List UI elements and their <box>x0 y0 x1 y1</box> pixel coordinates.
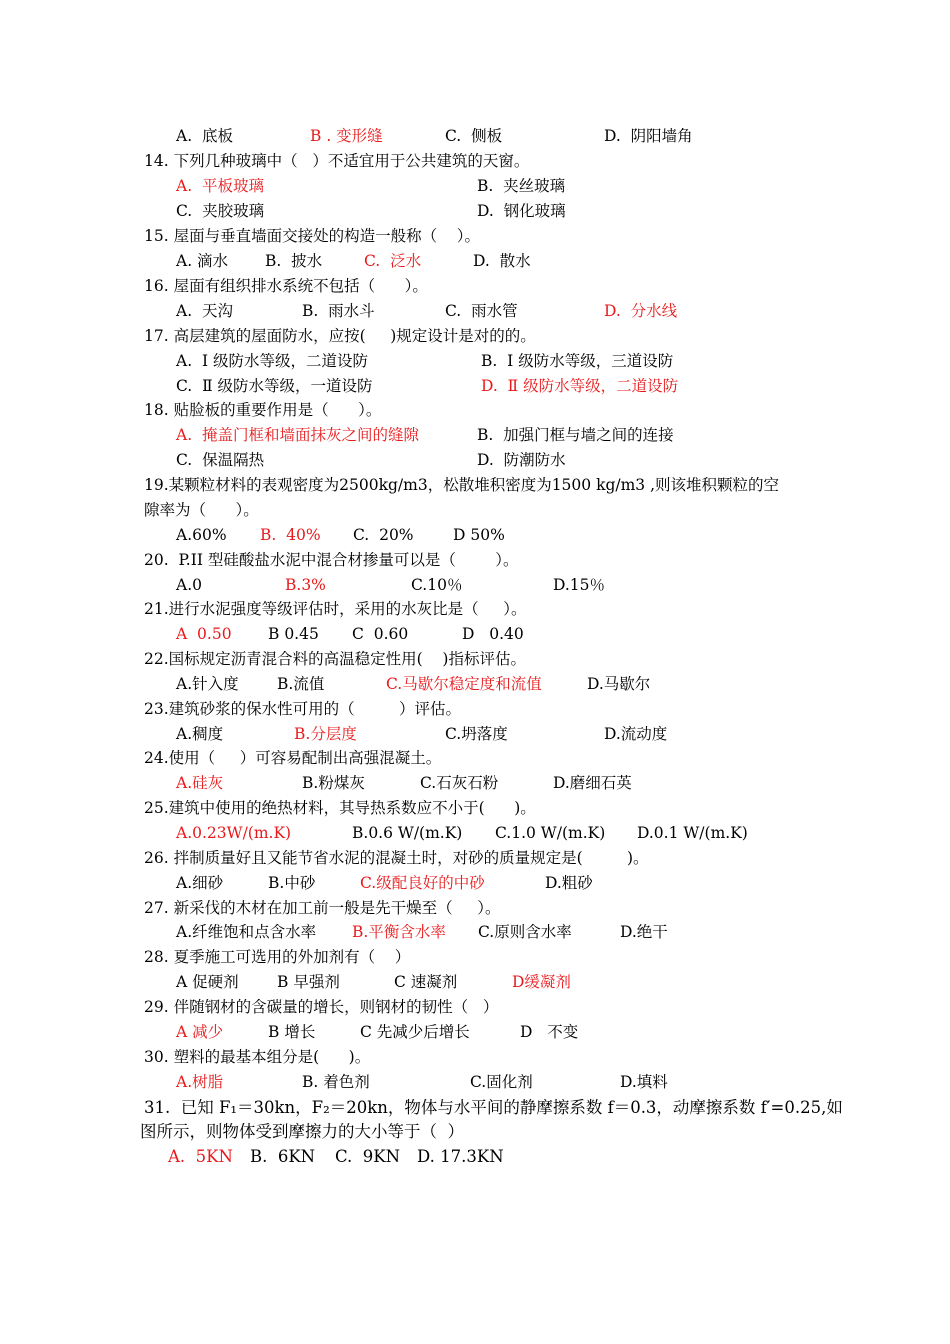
q16-option-c: C. 雨水管 <box>445 302 518 320</box>
q19-stem-line1 <box>0 473 780 497</box>
q31-options <box>0 1145 504 1169</box>
q30-options <box>0 1070 668 1094</box>
q30-option-b: B. 着色剂 <box>302 1073 370 1091</box>
q29-option-a-answer: A 减少 <box>176 1023 224 1041</box>
q28-option-d-answer: D缓凝剂 <box>512 973 571 991</box>
q25-option-b: B.0.6 W/(m.K) <box>352 824 463 842</box>
q13-option-c: C. 侧板 <box>445 127 503 145</box>
q21-options <box>0 622 524 646</box>
q26-option-c-answer: C.级配良好的中砂 <box>360 874 485 892</box>
q23-option-b-answer: B.分层度 <box>294 725 357 743</box>
q28-option-c: C 速凝剂 <box>394 973 458 991</box>
q23-option-d: D.流动度 <box>604 725 668 743</box>
q22-stem <box>0 647 526 671</box>
question-text: 16. 屋面有组织排水系统不包括（ ）。 <box>144 277 428 295</box>
q24-option-a-answer: A.硅灰 <box>176 774 224 792</box>
question-text: 18. 贴脸板的重要作用是（ ）。 <box>144 401 382 419</box>
q18-option-b: B. 加强门框与墙之间的连接 <box>477 426 674 444</box>
q17-options-row1 <box>0 349 674 373</box>
q29-option-b: B 增长 <box>268 1023 316 1041</box>
question-text: 17. 高层建筑的屋面防水，应按( )规定设计是对的的。 <box>144 327 536 345</box>
q13-option-a: A. 底板 <box>176 127 233 145</box>
q13-options <box>0 124 693 148</box>
q21-option-d: D 0.40 <box>462 625 524 643</box>
q31-option-d: D. 17.3KN <box>417 1147 504 1166</box>
q29-option-d: D 不变 <box>520 1023 579 1041</box>
q18-option-a-answer: A. 掩盖门框和墙面抹灰之间的缝隙 <box>176 426 419 444</box>
q24-options <box>0 771 632 795</box>
q20-option-b-answer: B.3% <box>285 576 326 594</box>
q19-options <box>0 523 505 547</box>
q29-stem <box>0 995 499 1019</box>
q18-options-row1 <box>0 423 674 447</box>
q17-stem <box>0 324 536 348</box>
q14-option-c: C. 夹胶玻璃 <box>176 202 265 220</box>
q27-option-a: A.纤维饱和点含水率 <box>176 923 317 941</box>
q21-option-c: C 0.60 <box>352 625 409 643</box>
question-text: 30. 塑料的最基本组分是( )。 <box>144 1048 371 1066</box>
q23-option-c: C.坍落度 <box>445 725 508 743</box>
q18-stem <box>0 398 382 422</box>
q22-options <box>0 672 651 696</box>
q14-options-row1 <box>0 174 566 198</box>
q13-option-b-answer: B . 变形缝 <box>310 127 383 145</box>
question-text: 23.建筑砂浆的保水性可用的（ ）评估。 <box>144 700 461 718</box>
q22-option-b: B.流值 <box>277 675 325 693</box>
q15-option-a: A. 滴水 <box>176 252 229 270</box>
q20-stem <box>0 548 519 572</box>
q20-option-c: C.10％ <box>411 576 463 594</box>
q28-option-b: B 早强剂 <box>277 973 340 991</box>
question-text: 19.某颗粒材料的表观密度为2500kg/m3，松散堆积密度为1500 kg/m3 ,则该堆积颗粒的空 <box>144 476 780 494</box>
q29-options <box>0 1020 579 1044</box>
question-text: 21.进行水泥强度等级评估时，采用的水灰比是（ ）。 <box>144 600 527 618</box>
q31-stem-line1 <box>0 1096 843 1120</box>
q25-option-d: D.0.1 W/(m.K) <box>637 824 748 842</box>
q24-stem <box>0 746 442 770</box>
q30-option-a-answer: A.树脂 <box>176 1073 224 1091</box>
question-text: 25.建筑中使用的绝热材料，其导热系数应不小于( )。 <box>144 799 536 817</box>
q21-option-b: B 0.45 <box>268 625 319 643</box>
q16-stem <box>0 274 428 298</box>
q15-options <box>0 249 531 273</box>
q16-option-b: B. 雨水斗 <box>302 302 375 320</box>
q21-option-a-answer: A 0.50 <box>176 625 232 643</box>
q23-stem <box>0 697 461 721</box>
question-text: 31. 已知 F₁＝30kn，F₂＝20kn，物体与水平间的静摩擦系数 f＝0.3，动摩擦系数 f′=0.25,如 <box>144 1098 843 1117</box>
q14-option-b: B. 夹丝玻璃 <box>477 177 566 195</box>
q25-stem <box>0 796 536 820</box>
q27-option-c: C.原则含水率 <box>478 923 572 941</box>
question-text: 20. P.II 型硅酸盐水泥中混合材掺量可以是（ ）。 <box>144 551 519 569</box>
q14-option-d: D. 钢化玻璃 <box>477 202 566 220</box>
question-text: 22.国标规定沥青混合料的高温稳定性用( )指标评估。 <box>144 650 526 668</box>
q31-option-c: C. 9KN <box>335 1147 401 1166</box>
q27-option-b-answer: B.平衡含水率 <box>352 923 446 941</box>
q28-options <box>0 970 571 994</box>
q14-options-row2 <box>0 199 566 223</box>
q19-option-d: D 50% <box>453 526 505 544</box>
q24-option-d: D.磨细石英 <box>553 774 632 792</box>
q17-option-b: B. Ⅰ 级防水等级，三道设防 <box>481 352 674 370</box>
question-text: 27. 新采伐的木材在加工前一般是先干燥至（ ）。 <box>144 899 501 917</box>
question-text: 29. 伴随钢材的含碳量的增长，则钢材的韧性（ ） <box>144 998 499 1016</box>
q31-option-b: B. 6KN <box>250 1147 316 1166</box>
q30-option-d: D.填料 <box>620 1073 668 1091</box>
q23-option-a: A.稠度 <box>176 725 224 743</box>
q18-options-row2 <box>0 448 566 472</box>
q26-option-d: D.粗砂 <box>545 874 593 892</box>
q25-options <box>0 821 748 845</box>
q15-option-d: D. 散水 <box>473 252 531 270</box>
q24-option-c: C.石灰石粉 <box>420 774 499 792</box>
q30-stem <box>0 1045 371 1069</box>
q22-option-d: D.马歇尔 <box>587 675 651 693</box>
q19-option-b-answer: B. 40% <box>260 526 321 544</box>
q31-stem-line2 <box>0 1120 464 1144</box>
q13-option-d: D. 阴阳墙角 <box>604 127 693 145</box>
question-text: 14. 下列几种玻璃中（ ）不适宜用于公共建筑的天窗。 <box>144 152 530 170</box>
question-text: 24.使用（ ）可容易配制出高强混凝土。 <box>144 749 442 767</box>
question-text-continued: 隙率为（ ）。 <box>144 501 259 519</box>
q28-stem <box>0 945 411 969</box>
q14-stem <box>0 149 530 173</box>
q29-option-c: C 先减少后增长 <box>360 1023 470 1041</box>
q20-options <box>0 573 606 597</box>
q25-option-a-answer: A.0.23W/(m.K) <box>176 824 292 842</box>
q16-option-d-answer: D. 分水线 <box>604 302 678 320</box>
q17-option-c: C. Ⅱ 级防水等级，一道设防 <box>176 377 373 395</box>
question-text: 26. 拌制质量好且又能节省水泥的混凝土时，对砂的质量规定是( )。 <box>144 849 649 867</box>
q26-options <box>0 871 593 895</box>
q17-options-row2 <box>0 374 679 398</box>
q28-option-a: A 促硬剂 <box>176 973 239 991</box>
q20-option-a: A.0 <box>176 576 202 594</box>
q15-option-c-answer: C. 泛水 <box>364 252 422 270</box>
q26-stem <box>0 846 649 870</box>
q17-option-a: A. Ⅰ 级防水等级，二道设防 <box>176 352 369 370</box>
q18-option-c: C. 保温隔热 <box>176 451 265 469</box>
question-text: 15. 屋面与垂直墙面交接处的构造一般称（ ）。 <box>144 227 481 245</box>
q22-option-a: A.针入度 <box>176 675 239 693</box>
q20-option-d: D.15％ <box>553 576 606 594</box>
q26-option-a: A.细砂 <box>176 874 224 892</box>
q19-stem-line2 <box>0 498 259 522</box>
q26-option-b: B.中砂 <box>268 874 316 892</box>
q18-option-d: D. 防潮防水 <box>477 451 566 469</box>
q17-option-d-answer: D. Ⅱ 级防水等级，二道设防 <box>481 377 679 395</box>
q19-option-c: C. 20% <box>353 526 414 544</box>
q24-option-b: B.粉煤灰 <box>302 774 365 792</box>
q16-option-a: A. 天沟 <box>176 302 233 320</box>
q23-options <box>0 722 668 746</box>
q30-option-c: C.固化剂 <box>470 1073 533 1091</box>
question-text: 28. 夏季施工可选用的外加剂有（ ） <box>144 948 411 966</box>
q27-options <box>0 920 668 944</box>
q15-stem <box>0 224 481 248</box>
q25-option-c: C.1.0 W/(m.K) <box>495 824 606 842</box>
q31-option-a-answer: A. 5KN <box>168 1147 233 1166</box>
q22-option-c-answer: C.马歇尔稳定度和流值 <box>386 675 542 693</box>
q16-options <box>0 299 678 323</box>
q15-option-b: B. 披水 <box>265 252 323 270</box>
q19-option-a: A.60% <box>176 526 227 544</box>
q27-option-d: D.绝干 <box>620 923 668 941</box>
q14-option-a-answer: A. 平板玻璃 <box>176 177 264 195</box>
q21-stem <box>0 597 527 621</box>
q27-stem <box>0 896 501 920</box>
question-text-continued: 图所示，则物体受到摩擦力的大小等于（ ） <box>140 1122 464 1141</box>
